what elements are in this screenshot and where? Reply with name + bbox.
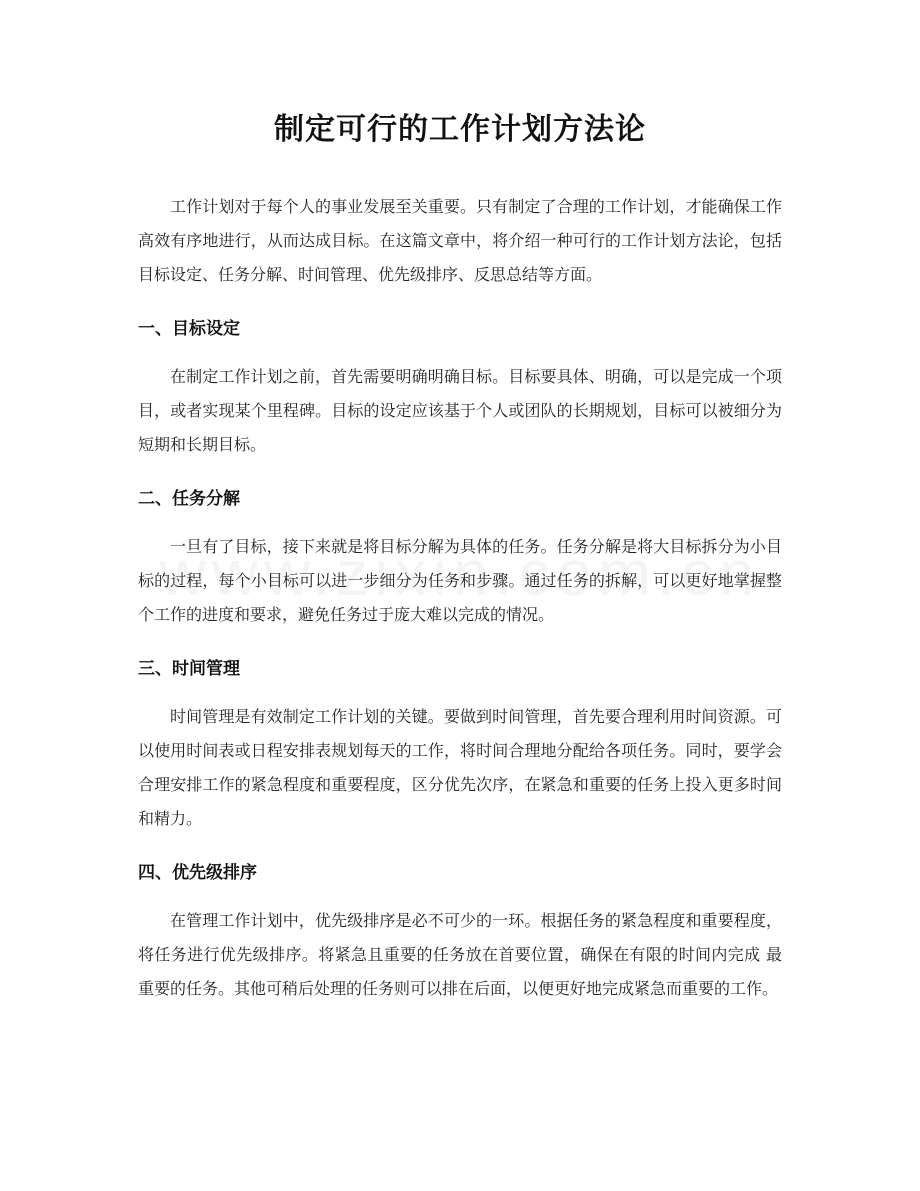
section-heading-goal-setting: 一、目标设定 (138, 319, 240, 339)
section-body-task-breakdown: 一旦有了目标，接下来就是将目标分解为具体的任务。任务分解是将大目标拆分为小目标的过程，每个小目标可以进一步细分为任务和步骤。通过任务的拆解，可以更好地掌握整个工作的进度和要求，避免任务过于庞大难以完成的情况。 (138, 537, 782, 624)
section-heading-priority-ranking: 四、优先级排序 (138, 863, 257, 883)
section-body-priority-ranking: 在管理工作计划中，优先级排序是必不可少的一环。根据任务的紧急程度和重要程度，将任务进行优先级排序。将紧急且重要的任务放在首要位置，确保在有限的时间内完成 最重要的任务。其他可稍后处理的任务则可以排在后面，以便更好地完成紧急而重要的工作。 (138, 911, 782, 998)
section-body-goal-setting: 在制定工作计划之前，首先需要明确明确目标。目标要具体、明确，可以是完成一个项目，或者实现某个里程碑。目标的设定应该基于个人或团队的长期规划，目标可以被细分为短期和长期目标。 (138, 367, 782, 454)
section-heading-time-management: 三、时间管理 (138, 659, 240, 679)
intro-paragraph: 工作计划对于每个人的事业发展至关重要。只有制定了合理的工作计划，才能确保工作高效有序地进行，从而达成目标。在这篇文章中，将介绍一种可行的工作计划方法论，包括目标设定、任务分解、时间管理、优先级排序、反思总结等方面。 (138, 197, 782, 284)
section-body-time-management: 时间管理是有效制定工作计划的关键。要做到时间管理，首先要合理利用时间资源。可以使用时间表或日程安排表规划每天的工作，将时间合理地分配给各项任务。同时，要学会合理安排工作的紧急程度和重要程度，区分优先次序，在紧急和重要的任务上投入更多时间和精力。 (138, 707, 782, 828)
document-title: 制定可行的工作计划方法论 (274, 112, 646, 147)
section-heading-task-breakdown: 二、任务分解 (138, 489, 240, 509)
